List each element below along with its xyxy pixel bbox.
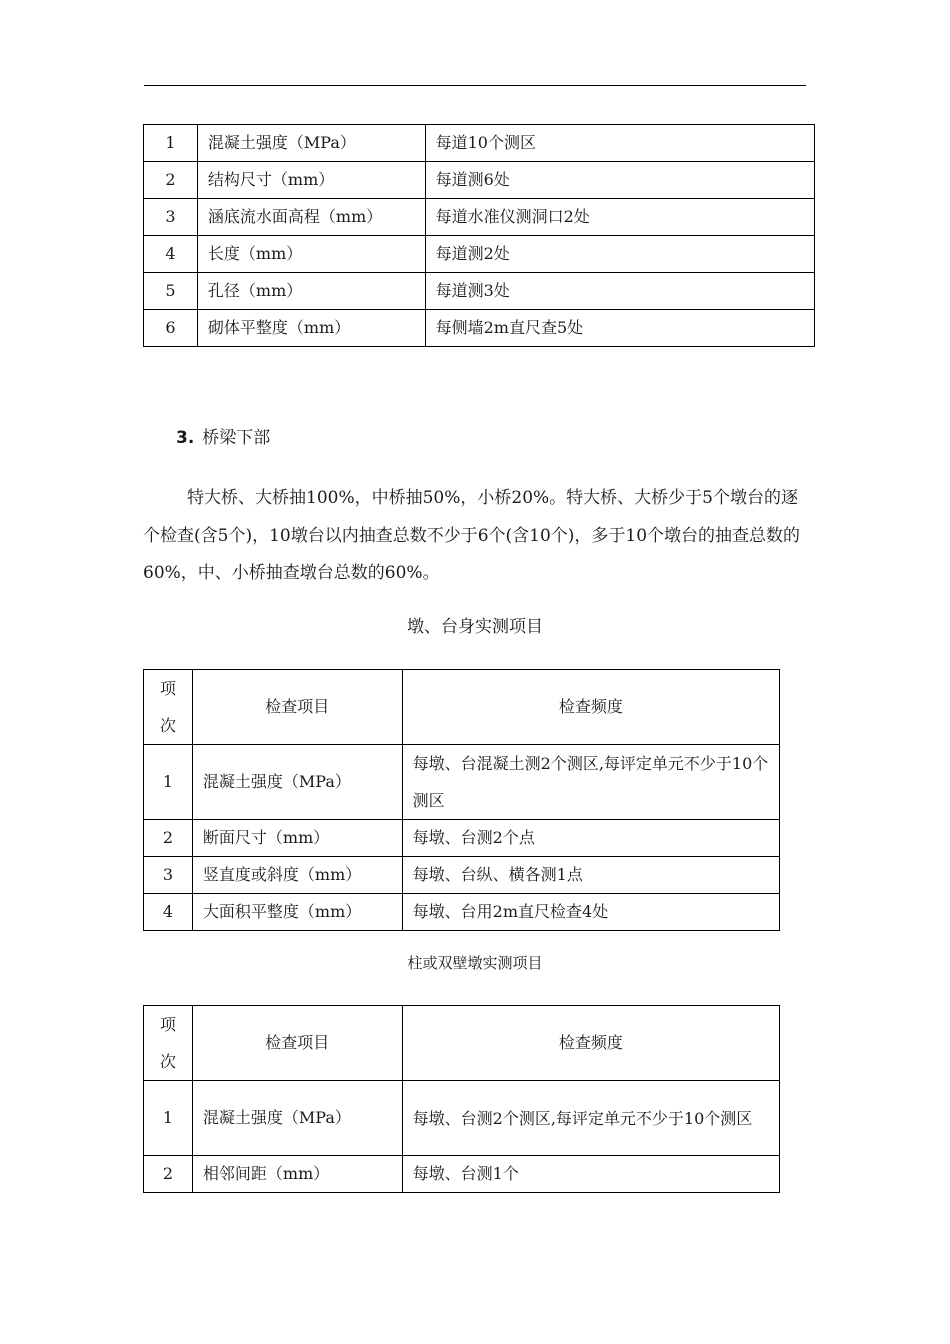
inspection-frequency: 每墩、台测2个点 [402, 820, 779, 857]
inspection-item: 长度（mm） [197, 236, 425, 273]
inspection-frequency: 每墩、台测1个 [402, 1156, 779, 1193]
inspection-frequency: 每墩、台混凝土测2个测区,每评定单元不少于10个测区 [402, 745, 779, 820]
header-item-no: 项 次 [144, 1006, 193, 1081]
row-number: 3 [144, 857, 193, 894]
row-number: 1 [144, 745, 193, 820]
header-item-no: 项 次 [144, 670, 193, 745]
row-number: 1 [144, 125, 198, 162]
table-row [144, 1081, 780, 1156]
pier-table-caption: 墩、台身实测项目 [407, 617, 543, 637]
row-number: 2 [144, 162, 198, 199]
inspection-item: 孔径（mm） [197, 273, 425, 310]
table-row [144, 857, 780, 894]
pier-inspection-table [143, 669, 780, 931]
header-inspection-item: 检查项目 [192, 670, 402, 745]
inspection-item: 竖直度或斜度（mm） [192, 857, 402, 894]
section-number: 3. [176, 428, 195, 448]
row-number: 4 [144, 236, 198, 273]
inspection-item: 混凝土强度（MPa） [192, 745, 402, 820]
inspection-item: 相邻间距（mm） [192, 1156, 402, 1193]
section-title-text: 桥梁下部 [202, 428, 271, 448]
row-number: 5 [144, 273, 198, 310]
inspection-frequency: 每墩、台测2个测区,每评定单元不少于10个测区 [402, 1081, 779, 1156]
table-row [144, 745, 780, 820]
row-number: 3 [144, 199, 198, 236]
table-row [144, 199, 815, 236]
inspection-frequency: 每道测2处 [425, 236, 814, 273]
inspection-item: 混凝土强度（MPa） [192, 1081, 402, 1156]
table-row [144, 820, 780, 857]
row-number: 2 [144, 820, 193, 857]
row-number: 6 [144, 310, 198, 347]
table-row [144, 273, 815, 310]
inspection-frequency: 每道水准仪测洞口2处 [425, 199, 814, 236]
sampling-paragraph: 特大桥、大桥抽100%，中桥抽50%，小桥20%。特大桥、大桥少于5个墩台的逐个检查(含5个)，10墩台以内抽查总数不少于6个(含10个)，多于10个墩台的抽查总数的60%，中、小桥抽查墩台总数的60%。 [143, 488, 801, 583]
inspection-item: 混凝土强度（MPa） [197, 125, 425, 162]
column-inspection-table [143, 1005, 780, 1193]
column-table-caption: 柱或双壁墩实测项目 [407, 954, 543, 972]
row-number: 1 [144, 1081, 193, 1156]
header-inspection-frequency: 检查频度 [402, 670, 779, 745]
inspection-frequency: 每道10个测区 [425, 125, 814, 162]
table-row [144, 125, 815, 162]
table-row [144, 310, 815, 347]
inspection-item: 涵底流水面高程（mm） [197, 199, 425, 236]
table-row [144, 236, 815, 273]
inspection-frequency: 每侧墙2m直尺查5处 [425, 310, 814, 347]
table-row [144, 1156, 780, 1193]
culvert-inspection-table [143, 124, 815, 347]
table-header-row [144, 1006, 780, 1081]
inspection-item: 断面尺寸（mm） [192, 820, 402, 857]
table-header-row [144, 670, 780, 745]
header-inspection-frequency: 检查频度 [402, 1006, 779, 1081]
header-rule [144, 85, 806, 86]
table-row [144, 162, 815, 199]
inspection-item: 大面积平整度（mm） [192, 894, 402, 931]
inspection-item: 结构尺寸（mm） [197, 162, 425, 199]
inspection-frequency: 每道测3处 [425, 273, 814, 310]
table-row [144, 894, 780, 931]
row-number: 4 [144, 894, 193, 931]
header-inspection-item: 检查项目 [192, 1006, 402, 1081]
inspection-frequency: 每墩、台纵、横各测1点 [402, 857, 779, 894]
inspection-item: 砌体平整度（mm） [197, 310, 425, 347]
section-heading [176, 425, 270, 451]
inspection-frequency: 每道测6处 [425, 162, 814, 199]
row-number: 2 [144, 1156, 193, 1193]
inspection-frequency: 每墩、台用2m直尺检查4处 [402, 894, 779, 931]
